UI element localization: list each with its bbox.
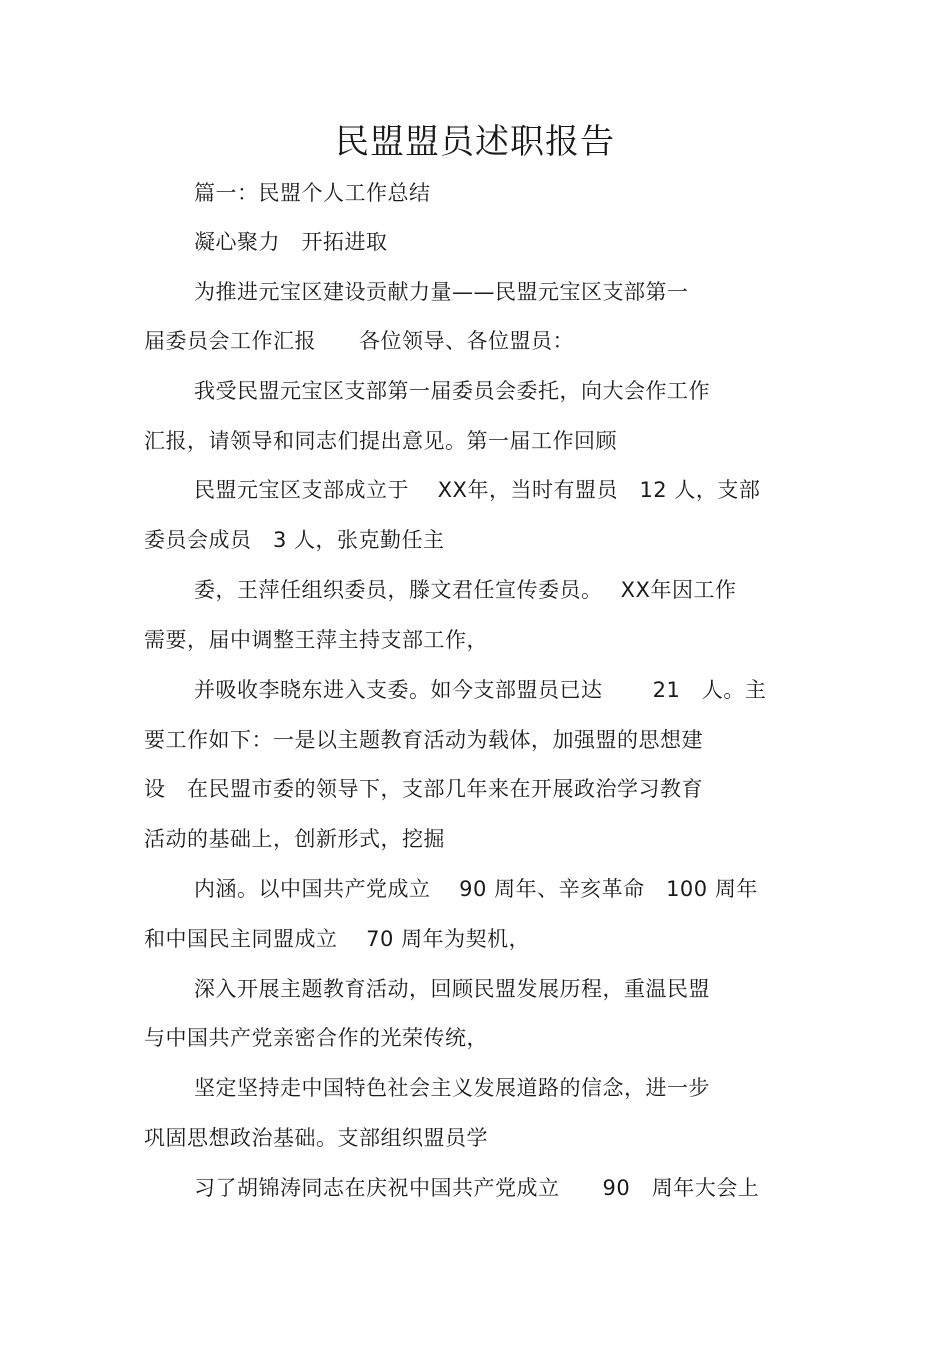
- paragraph-line: 需要，届中调整王萍主持支部工作，: [144, 628, 488, 652]
- paragraph-line: 凝心聚力 开拓进取: [194, 230, 388, 254]
- paragraph-line: 民盟元宝区支部成立于 XX年，当时有盟员 12 人，支部: [194, 478, 761, 502]
- paragraph-line: 并吸收李晓东进入支委。如今支部盟员已达 21 人。主: [194, 678, 767, 702]
- paragraph-line: 习了胡锦涛同志在庆祝中国共产党成立 90 周年大会上: [194, 1176, 760, 1200]
- paragraph-line: 要工作如下：一是以主题教育活动为载体，加强盟的思想建: [144, 728, 703, 752]
- paragraph-line: 与中国共产党亲密合作的光荣传统，: [144, 1026, 488, 1050]
- paragraph-line: 设 在民盟市委的领导下，支部几年来在开展政治学习教育: [144, 777, 703, 801]
- paragraph-line: 深入开展主题教育活动，回顾民盟发展历程，重温民盟: [194, 977, 710, 1001]
- document-title: 民盟盟员述职报告: [335, 122, 615, 162]
- paragraph-line: 汇报，请领导和同志们提出意见。第一届工作回顾: [144, 429, 617, 453]
- paragraph-line: 我受民盟元宝区支部第一届委员会委托，向大会作工作: [194, 379, 710, 403]
- paragraph-line: 委员会成员 3 人，张克勤任主: [144, 528, 445, 552]
- paragraph-line: 为推进元宝区建设贡献力量——民盟元宝区支部第一: [194, 280, 689, 304]
- paragraph-line: 届委员会工作汇报 各位领导、各位盟员：: [144, 329, 574, 353]
- paragraph-line: 和中国民主同盟成立 70 周年为契机，: [144, 927, 531, 951]
- paragraph-line: 篇一：民盟个人工作总结: [194, 181, 431, 205]
- paragraph-line: 内涵。以中国共产党成立 90 周年、辛亥革命 100 周年: [194, 877, 758, 901]
- paragraph-line: 活动的基础上，创新形式，挖掘: [144, 827, 445, 851]
- paragraph-line: 巩固思想政治基础。支部组织盟员学: [144, 1126, 488, 1150]
- paragraph-line: 坚定坚持走中国特色社会主义发展道路的信念，进一步: [194, 1076, 710, 1100]
- paragraph-line: 委，王萍任组织委员，滕文君任宣传委员。 XX年因工作: [194, 578, 737, 602]
